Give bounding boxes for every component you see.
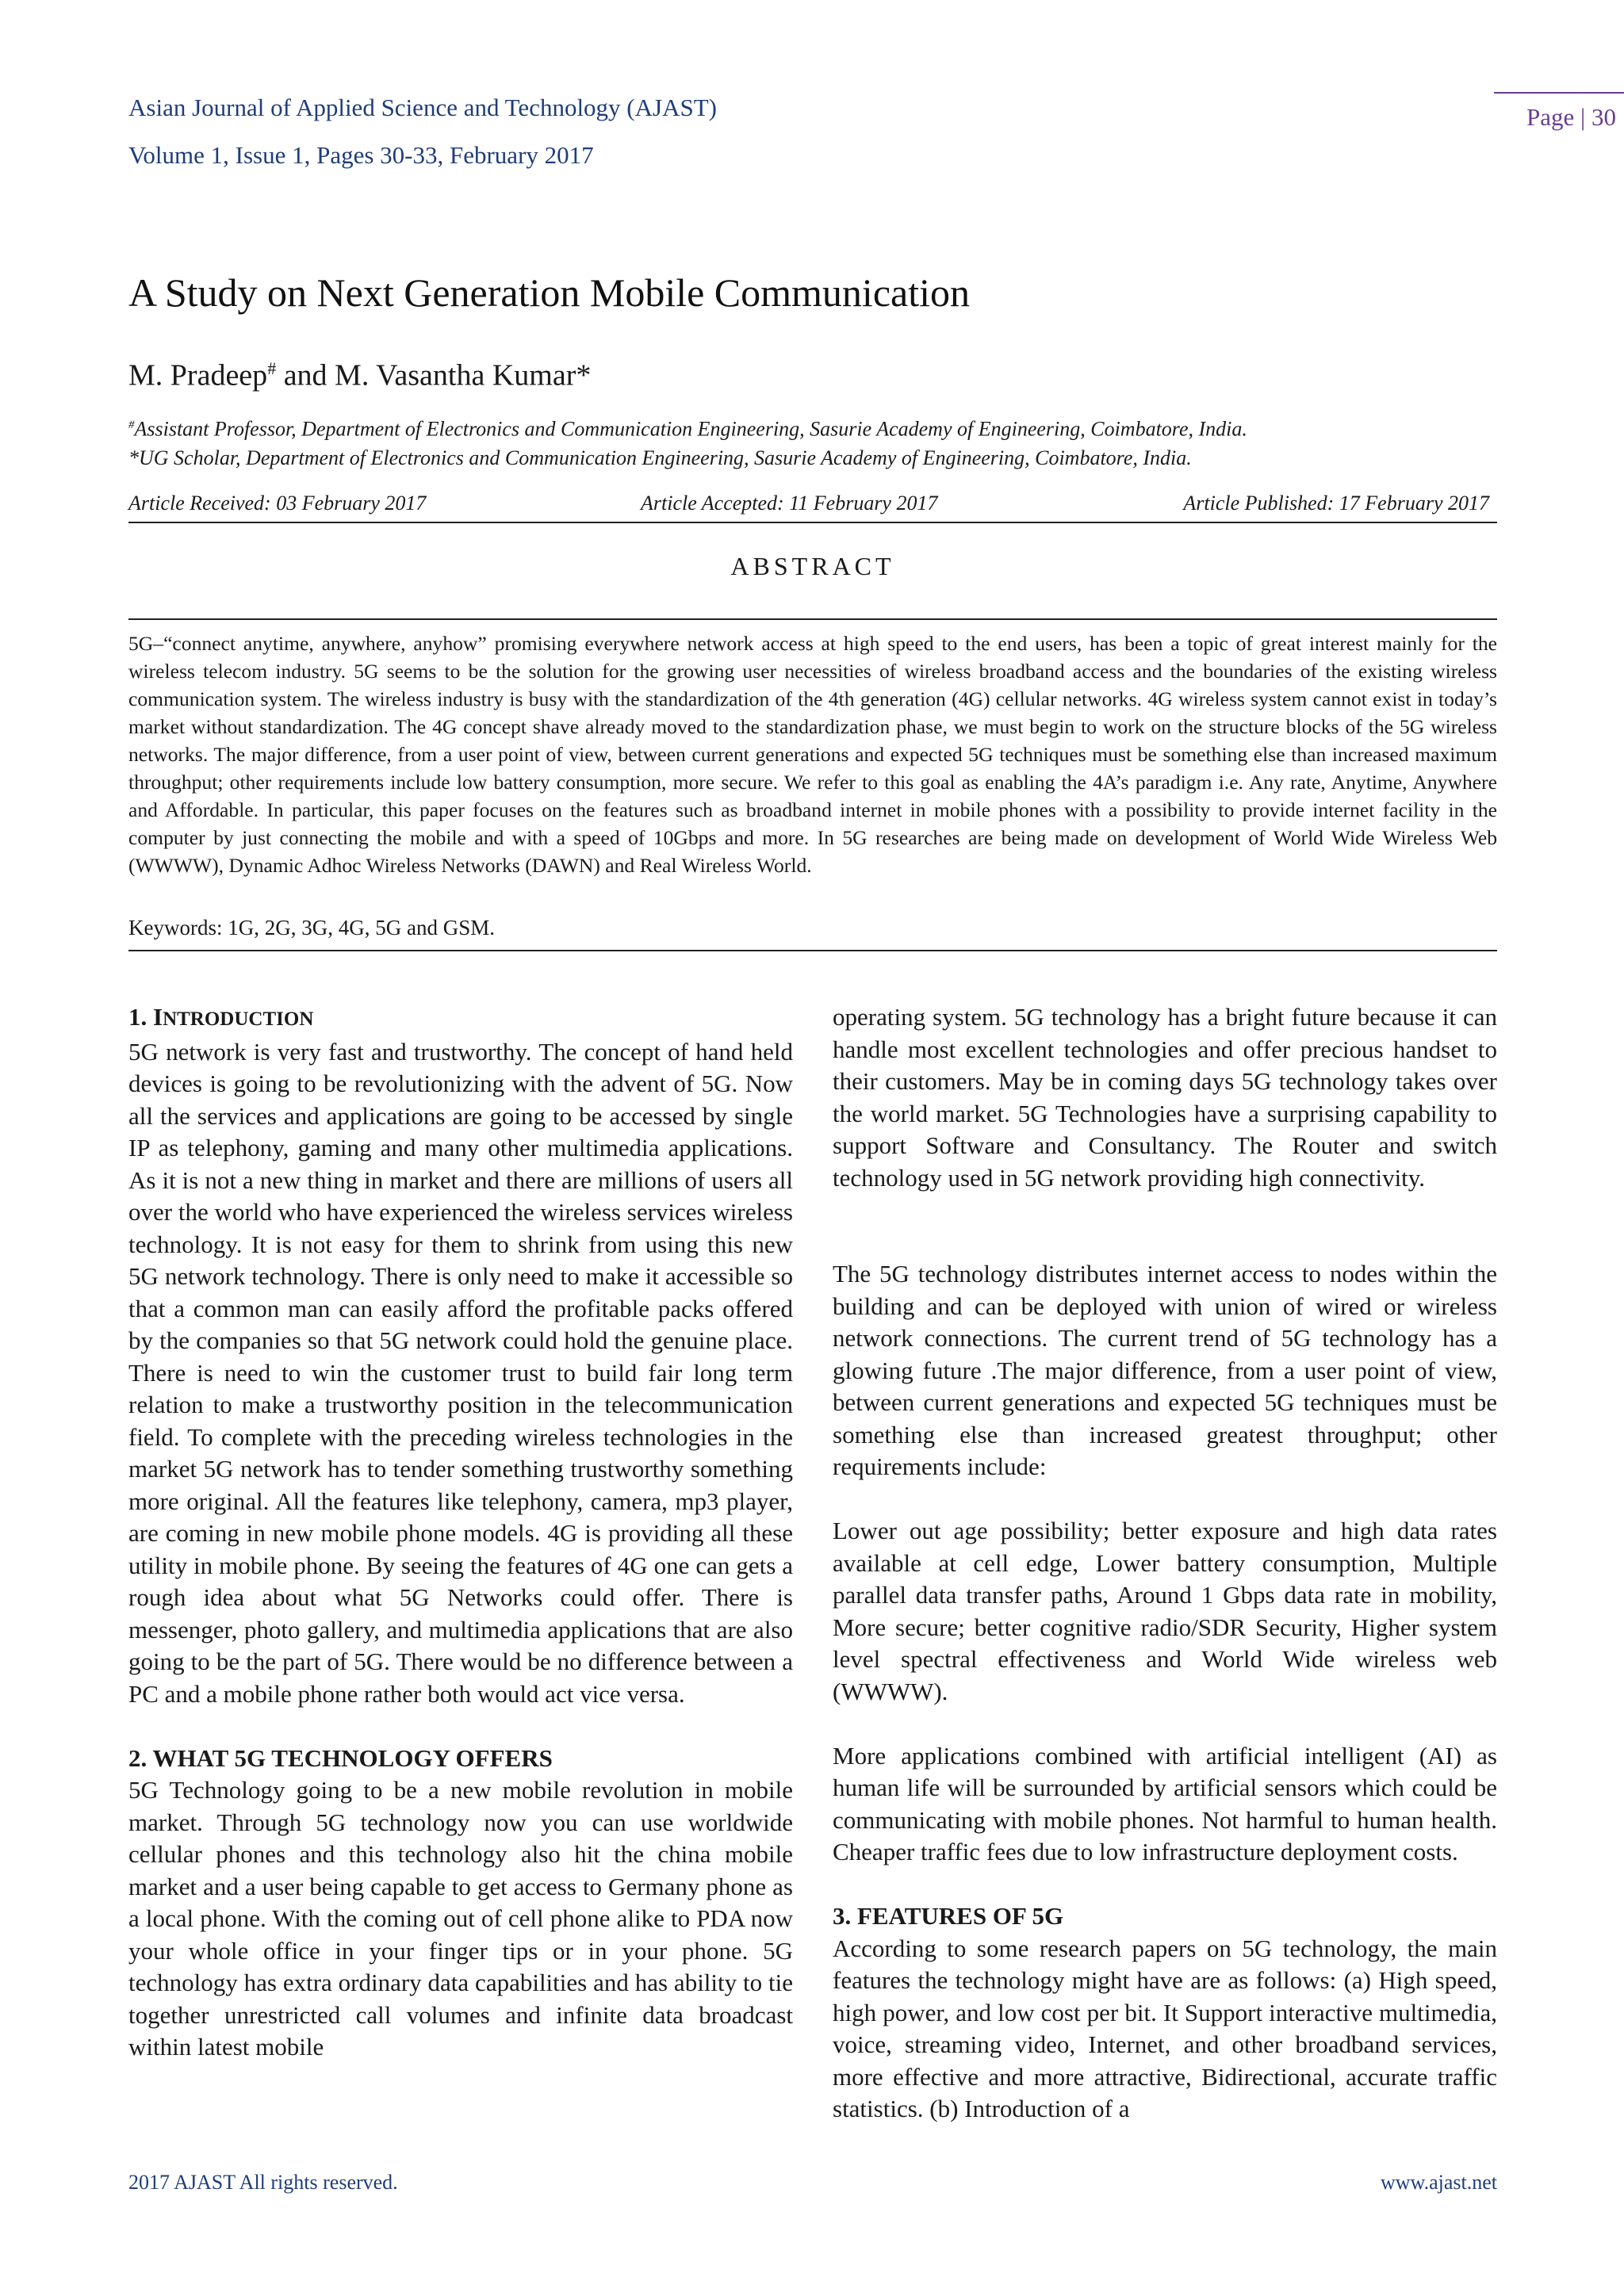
- paper-title: A Study on Next Generation Mobile Communication: [128, 270, 970, 315]
- abstract-text: 5G–“connect anytime, anywhere, anyhow” promising everywhere network access at high speed to the end users, has been a topic of great interest mainly for the wireless telecom industry. 5G seems to be the solution for the growing user necessities of wireless broadband access and the boundaries of the existing wireless communication system. The wireless industry is busy with the standardization of the 4th generation (4G) cellular networks. 4G wireless system cannot exist in today’s market without standardization. The 4G concept shave already moved to the standardization phase, we must begin to work on the structure blocks of the 5G wireless networks. The major difference, from a user point of view, between current generations and expected 5G techniques must be something else than increased maximum throughput; other requirements include low battery consumption, more secure. We refer to this goal as enabling the 4A’s paradigm i.e. Any rate, Anytime, Anywhere and Affordable. In particular, this paper focuses on the features such as broadband internet in mobile phones with a possibility to provide internet facility in the computer by just connecting the mobile and with a speed of 10Gbps and more. In 5G researches are being made on development of World Wide Wireless Web (WWWW), Dynamic Adhoc Wireless Networks (DAWN) and Real Wireless World.: [128, 632, 1497, 877]
- section-2-heading: 2. WHAT 5G TECHNOLOGY OFFERS: [128, 1743, 553, 1772]
- author-2: and M. Vasantha Kumar*: [276, 358, 592, 392]
- footer-copyright: 2017 AJAST All rights reserved.: [128, 2171, 398, 2194]
- section-2-paragraph-1-continued: [833, 1001, 1497, 1226]
- affiliations: [128, 411, 1492, 473]
- abstract-heading: ABSTRACT: [730, 552, 895, 580]
- journal-name: Asian Journal of Applied Science and Technology (AJAST): [128, 94, 717, 121]
- affiliation-1-mark: #: [128, 419, 135, 431]
- section-2-paragraph-1-tail: operating system. 5G technology has a bright future because it can handle most excellent technologies and offer precious handset to their customers. May be in coming days 5G technology takes over the world market. 5G Technologies have a surprising capability to support Software and Consultancy. The Router and switch technology used in 5G network providing high connectivity.: [833, 1003, 1497, 1192]
- section-2-paragraph-4: More applications combined with artificial intelligent (AI) as human life will be surrounded by artificial sensors which could be communicating with mobile phones. Not harmful to human health. Cheaper traffic fees due to low infrastructure deployment costs.: [833, 1741, 1497, 1866]
- section-2-paragraph-1: 5G Technology going to be a new mobile revolution in mobile market. Through 5G technology now you can use worldwide cellular phones and this technology also hit the china mobile market and a user being capable to get access to Germany phone as a local phone. With the coming out of cell phone alike to PDA now your whole office in your finger tips or in your phone. 5G technology has extra ordinary data capabilities and has ability to tie together unrestricted call volumes and infinite data broadcast within latest mobile: [128, 1776, 793, 2061]
- left-column: [128, 1001, 793, 2064]
- author-1-mark: #: [267, 358, 277, 378]
- section-2-paragraph-2: The 5G technology distributes internet access to nodes within the building and can be deployed with union of wired or wireless network connections. The current trend of 5G technology has a glowing future .The major difference, from a user point of view, between current generations and expected 5G techniques must be something else than increased greatest throughput; other requirements include:: [833, 1260, 1497, 1480]
- authors: [128, 349, 591, 396]
- journal-volume: Volume 1, Issue 1, Pages 30-33, February 2017: [128, 141, 594, 169]
- section-1-heading: 1. INTRODUCTION: [128, 1003, 314, 1031]
- abstract-bottom-rule: [128, 950, 1497, 951]
- right-column: [833, 1001, 1497, 2126]
- section-3-paragraph-1: According to some research papers on 5G technology, the main features the technology might have are as follows: (a) High speed, high power, and low cost per bit. It Support interactive multimedia, voice, streaming video, Internet, and other broadband services, more effective and more attractive, Bidirectional, accurate traffic statistics. (b) Introduction of a: [833, 1934, 1497, 2122]
- author-1: M. Pradeep: [128, 358, 268, 392]
- footer-website[interactable]: www.ajast.net: [1380, 2171, 1497, 2194]
- article-dates: [128, 492, 1497, 523]
- affiliation-2: *UG Scholar, Department of Electronics and Communication Engineering, Sasurie Academy of Engineering, Coimbatore, India.: [128, 446, 1192, 469]
- page-number: Page | 30: [1526, 103, 1616, 131]
- section-3-heading: 3. FEATURES OF 5G: [833, 1902, 1064, 1930]
- date-accepted: Article Accepted: 11 February 2017: [641, 492, 938, 515]
- date-published: Article Published: 17 February 2017: [1183, 492, 1489, 515]
- section-2-paragraph-3: Lower out age possibility; better exposure and high data rates available at cell edge, Lower battery consumption, Multiple parallel data transfer paths, Around 1 Gbps data rate in mobility, More secure; better cognitive radio/SDR Security, Higher system level spectral effectiveness and World Wide wireless web (WWWW).: [833, 1517, 1497, 1705]
- affiliation-1: Assistant Professor, Department of Electronics and Communication Engineering, Sasurie Academy of Engineering, Coimbatore, India.: [134, 417, 1247, 441]
- page-number-bar: [1494, 92, 1624, 94]
- abstract-top-rule: [128, 618, 1497, 620]
- keywords: Keywords: 1G, 2G, 3G, 4G, 5G and GSM.: [128, 916, 495, 939]
- section-1-paragraph: 5G network is very fast and trustworthy. The concept of hand held devices is going to be revolutionizing with the advent of 5G. Now all the services and applications are going to be accessed by single IP as telephony, gaming and many other multimedia applications. As it is not a new thing in market and there are millions of users all over the world who have experienced the wireless services wireless technology. It is not easy for them to shrink from using this new 5G network technology. There is only need to make it accessible so that a common man can easily afford the profitable packs offered by the companies so that 5G network could hold the genuine place. There is need to win the customer trust to build fair long term relation to make a trustworthy position in the telecommunication field. To complete with the preceding wireless technologies in the market 5G network has to tender something trustworthy something more original. All the features like telephony, camera, mp3 player, are coming in new mobile phone models. 4G is providing all these utility in mobile phone. By seeing the features of 4G one can gets a rough idea about what 5G Networks could offer. There is messenger, photo gallery, and multimedia applications that are also going to be the part of 5G. There would be no difference between a PC and a mobile phone rather both would act vice versa.: [128, 1037, 793, 1708]
- date-received: Article Received: 03 February 2017: [128, 492, 427, 515]
